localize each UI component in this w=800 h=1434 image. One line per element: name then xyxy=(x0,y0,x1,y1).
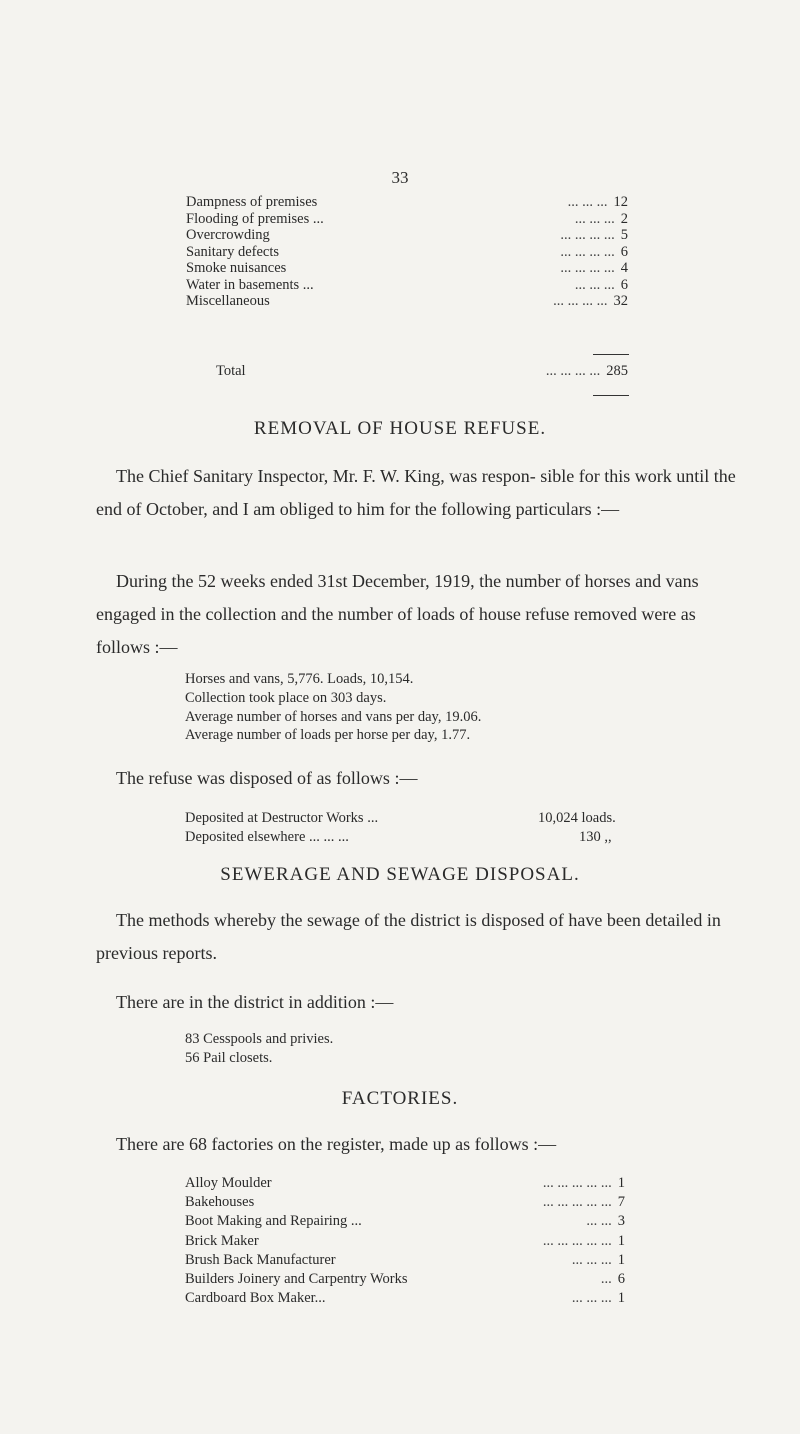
refuse-paragraph-3 xyxy=(116,762,766,795)
row-label: Alloy Moulder xyxy=(185,1175,272,1191)
table-row xyxy=(185,1212,625,1231)
sewerage-paragraph-2-text: There are in the district in addition :— xyxy=(116,992,394,1012)
disposal-label: Deposited at Destructor Works ... xyxy=(185,810,379,826)
table-row xyxy=(186,260,628,277)
row-value: 12 xyxy=(613,194,628,210)
row-leader-dots: ... ... ... ... ... xyxy=(542,1232,612,1249)
row-leader-dots: ... ... ... xyxy=(571,1251,612,1268)
table-row xyxy=(186,293,628,310)
table-row xyxy=(186,194,628,211)
row-label: Brush Back Manufacturer xyxy=(185,1251,336,1268)
row-leader-dots: ... ... ... xyxy=(571,1290,612,1307)
section-heading-refuse: REMOVAL OF HOUSE REFUSE. xyxy=(253,418,547,439)
factories-paragraph-1-text: There are 68 factories on the register, made up as follows :— xyxy=(116,1134,557,1154)
disposal-label: Deposited elsewhere ... ... ... xyxy=(185,829,349,845)
row-leader-dots: ... ... ... ... xyxy=(560,260,615,276)
row-leader-dots: ... ... ... ... xyxy=(560,227,615,243)
row-label: Builders Joinery and Carpentry Works xyxy=(185,1270,408,1287)
table-row xyxy=(186,244,628,261)
row-label: Cardboard Box Maker... xyxy=(185,1290,326,1307)
row-label: Smoke nuisances xyxy=(186,260,287,276)
subtotal-rule xyxy=(593,354,629,355)
total-dots: ... ... ... ... xyxy=(545,363,601,379)
complaints-table xyxy=(186,194,628,310)
sewerage-item: 56 Pail closets. xyxy=(185,1050,273,1066)
disposal-value: 10,024 loads. xyxy=(538,810,616,826)
total-value: 285 xyxy=(606,363,628,379)
row-label: Dampness of premises xyxy=(186,194,318,210)
row-leader-dots: ... xyxy=(600,1270,612,1287)
refuse-paragraph-3-text: The refuse was disposed of as follows :— xyxy=(116,768,418,788)
factories-table xyxy=(185,1174,625,1308)
table-row xyxy=(185,1174,625,1193)
total-rule xyxy=(593,395,629,396)
row-value: 6 xyxy=(617,1270,625,1287)
row-leader-dots: ... ... ... ... ... xyxy=(542,1194,612,1211)
complaints-total xyxy=(186,363,628,380)
row-leader-dots: ... ... ... ... ... xyxy=(542,1175,612,1191)
table-row xyxy=(186,277,628,294)
table-row xyxy=(185,1193,625,1212)
stat-line: Average number of horses and vans per day, 19.06. xyxy=(185,709,482,725)
row-leader-dots: ... ... ... ... xyxy=(560,243,615,260)
row-label: Overcrowding xyxy=(186,227,270,243)
row-value: 3 xyxy=(617,1213,625,1230)
section-heading-factories: FACTORIES. xyxy=(341,1088,459,1109)
row-leader-dots: ... ... xyxy=(586,1213,612,1230)
table-row xyxy=(185,1270,625,1289)
row-value: 2 xyxy=(620,210,628,227)
row-value: 1 xyxy=(617,1175,625,1191)
row-label: Miscellaneous xyxy=(186,293,270,309)
refuse-paragraph-1 xyxy=(96,460,746,526)
table-row xyxy=(185,1232,625,1251)
row-leader-dots: ... ... ... xyxy=(574,276,615,293)
stat-line: Horses and vans, 5,776. Loads, 10,154. xyxy=(185,671,414,687)
row-leader-dots: ... ... ... ... xyxy=(553,293,608,309)
row-value: 6 xyxy=(620,276,628,293)
total-label: Total xyxy=(216,363,246,379)
row-value: 1 xyxy=(617,1232,625,1249)
row-value: 32 xyxy=(613,293,628,309)
table-row xyxy=(185,1289,625,1308)
row-label: Sanitary defects xyxy=(186,243,280,260)
row-leader-dots: ... ... ... xyxy=(567,194,608,210)
refuse-paragraph-1-text: The Chief Sanitary Inspector, Mr. F. W. King, was respon- sible for this work until the end of October, and I am obliged to him for the following particulars :— xyxy=(96,466,736,519)
page-number: 33 xyxy=(391,168,409,187)
row-value: 1 xyxy=(617,1251,625,1268)
table-row xyxy=(186,211,628,228)
stat-line: Collection took place on 303 days. xyxy=(185,690,387,706)
factories-paragraph-1 xyxy=(116,1128,766,1161)
row-label: Bakehouses xyxy=(185,1194,255,1211)
sewerage-paragraph-1 xyxy=(96,904,746,970)
sewerage-item: 83 Cesspools and privies. xyxy=(185,1031,334,1047)
table-row xyxy=(186,227,628,244)
sewerage-paragraph-1-text: The methods whereby the sewage of the district is disposed of have been detailed in previous reports. xyxy=(96,910,721,963)
row-label: Boot Making and Repairing ... xyxy=(185,1213,362,1230)
stat-line: Average number of loads per horse per day, 1.77. xyxy=(185,727,471,743)
row-value: 7 xyxy=(617,1194,625,1211)
table-row xyxy=(185,1251,625,1270)
row-label: Water in basements ... xyxy=(186,276,314,293)
row-value: 5 xyxy=(620,227,628,243)
refuse-paragraph-2 xyxy=(96,565,746,664)
row-value: 1 xyxy=(617,1290,625,1307)
row-label: Flooding of premises ... xyxy=(186,210,324,227)
row-leader-dots: ... ... ... xyxy=(574,210,615,227)
disposal-value: 130 ,, xyxy=(579,829,612,845)
row-label: Brick Maker xyxy=(185,1232,259,1249)
refuse-paragraph-2-text: During the 52 weeks ended 31st December, 1919, the number of horses and vans engaged in the collection and the number of loads of house refuse removed were as follows :— xyxy=(96,571,699,657)
row-value: 4 xyxy=(620,260,628,276)
row-value: 6 xyxy=(620,243,628,260)
sewerage-paragraph-2 xyxy=(116,986,766,1019)
section-heading-sewerage: SEWERAGE AND SEWAGE DISPOSAL. xyxy=(220,864,580,885)
